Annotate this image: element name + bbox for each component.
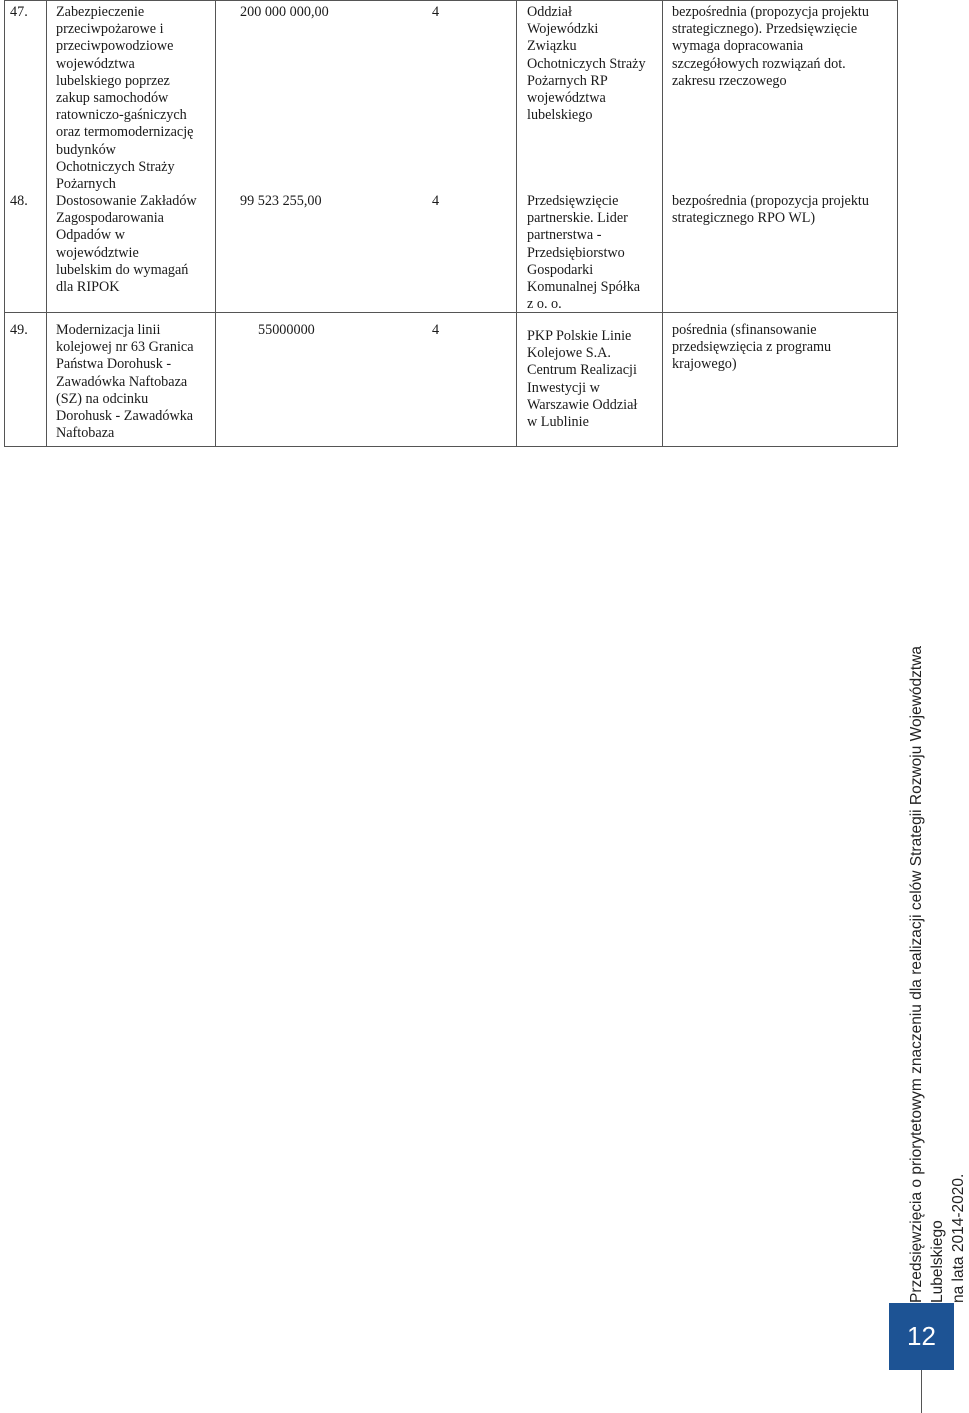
page-number: 12	[907, 1321, 936, 1351]
row-49-project-name: Modernizacja linii kolejowej nr 63 Granica Państwa Dorohusk - Zawadówka Naftobaza (SZ) na odcinku Dorohusk - Zawadówka Naftobaza	[56, 322, 194, 442]
row-49-level: 4	[432, 322, 440, 338]
page-number-badge	[889, 1303, 954, 1370]
projects-table	[0, 0, 898, 447]
row-47-value: 200 000 000,00	[240, 4, 329, 20]
table-bottom-border	[4, 446, 897, 447]
column-divider	[4, 0, 5, 447]
row-48-entity: Przedsięwzięcie partnerskie. Lider partnerstwa - Przedsiębiorstwo Gospodarki Komunalnej Spółka z o. o.	[527, 193, 641, 313]
row-48-project-name: Dostosowanie Zakładów Zagospodarowania Odpadów w województwie lubelskim do wymagań dla RIPOK	[56, 193, 197, 296]
row-47-entity: Oddział Wojewódzki Związku Ochotniczych Straży Pożarnych RP województwa lubelskiego	[527, 4, 646, 124]
row-49-implementation-mode: pośrednia (sfinansowanie przedsięwzięcia z programu krajowego)	[672, 322, 832, 373]
document-running-title: Przedsięwzięcia o priorytetowym znaczeniu dla realizacji celów Strategii Rozwoju Województwa Lubelskiego na lata 2014-2020.	[908, 645, 967, 1303]
row-47-implementation-mode: bezpośrednia (propozycja projektu strategicznego). Przedsięwzięcie wymaga dopracowania szczegółowych rozwiązań dot. zakresu rzeczowego	[672, 4, 869, 89]
row-48-value: 99 523 255,00	[240, 193, 322, 209]
table-top-border	[4, 0, 897, 1]
row-48-number: 48.	[10, 193, 28, 209]
row-49-value: 55000000	[258, 322, 315, 338]
column-divider	[897, 0, 898, 447]
row-48-level: 4	[432, 193, 440, 209]
row-47-project-name: Zabezpieczenie przeciwpożarowe i przeciwpowodziowe województwa lubelskiego poprzez zakup samochodów ratowniczo-gaśniczych oraz termomodernizację budynków Ochotniczych Straży Pożarnych	[56, 4, 194, 193]
row-47-number: 47.	[10, 4, 28, 20]
column-divider	[662, 0, 663, 447]
row-47-level: 4	[432, 4, 440, 20]
column-divider	[46, 0, 47, 447]
row-49-number: 49.	[10, 322, 28, 338]
column-divider	[215, 0, 216, 447]
row-divider	[4, 312, 897, 313]
row-49-entity: PKP Polskie Linie Kolejowe S.A. Centrum Realizacji Inwestycji w Warszawie Oddział w Lublinie	[527, 328, 638, 431]
page-number-tick	[921, 1370, 922, 1413]
row-48-implementation-mode: bezpośrednia (propozycja projektu strategicznego RPO WL)	[672, 193, 869, 227]
column-divider	[516, 0, 517, 447]
